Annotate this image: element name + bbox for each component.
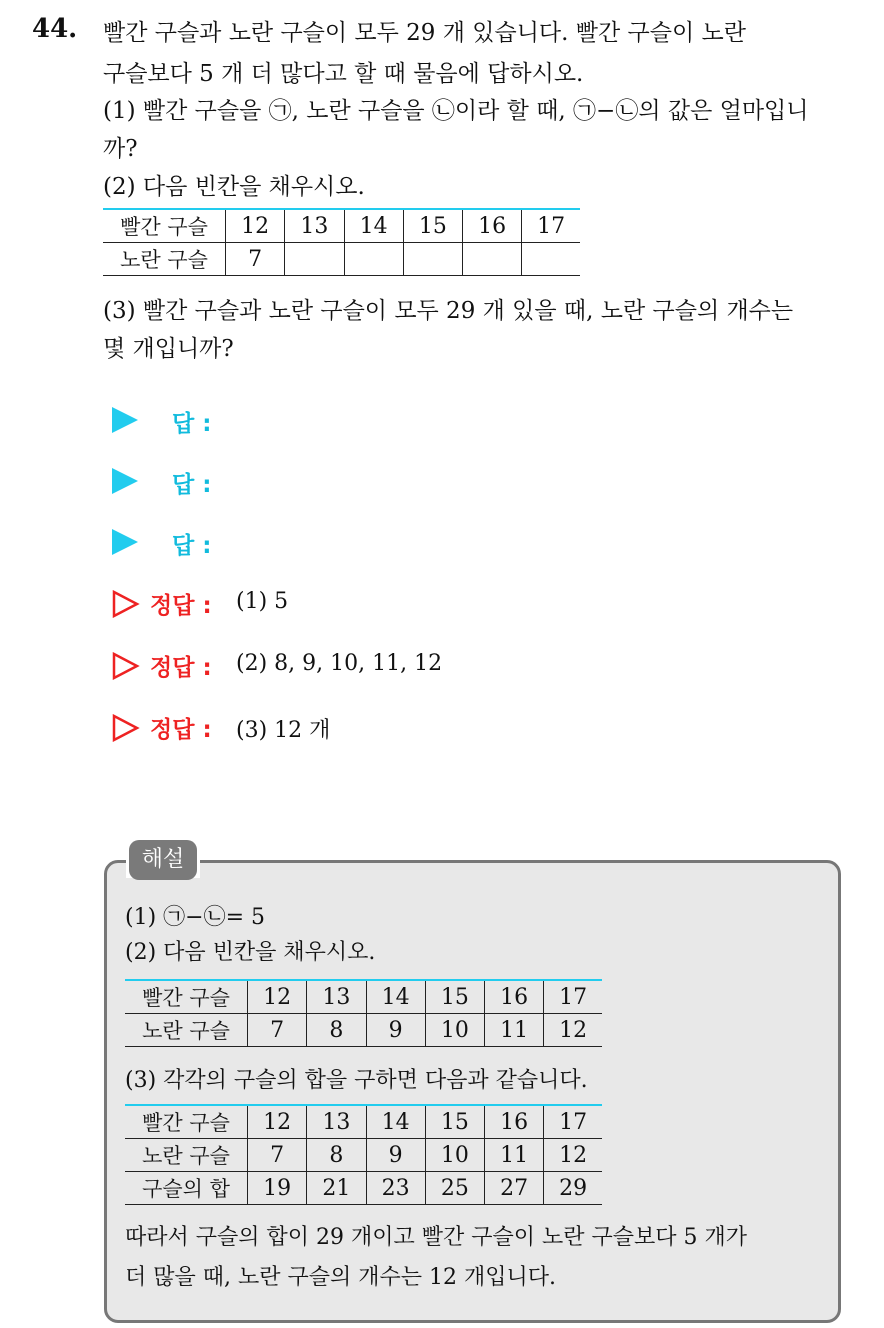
explanation-line-5: 더 많을 때, 노란 구슬의 개수는 12 개입니다. <box>125 1265 556 1290</box>
table-cell: 14 <box>366 1105 425 1139</box>
table-cell: 12 <box>544 1014 602 1047</box>
correct-label: 정답 : <box>150 593 212 619</box>
explanation-line-1: (1) ㉠−㉡= 5 <box>125 905 266 930</box>
explanation-line-2: (2) 다음 빈칸을 채우시오. <box>125 940 376 965</box>
table-cell: 16 <box>463 209 522 243</box>
table-cell: 10 <box>425 1139 484 1172</box>
row-label-red: 빨간 구슬 <box>125 1105 248 1139</box>
table-cell: 9 <box>366 1139 425 1172</box>
answer-label: 답 : <box>172 472 212 498</box>
table-cell: 15 <box>425 1105 484 1139</box>
table-row <box>125 1139 602 1172</box>
table-cell-blank[interactable] <box>463 243 522 276</box>
row-label-red: 빨간 구슬 <box>103 209 226 243</box>
explanation-line-3: (3) 각각의 구슬의 합을 구하면 다음과 같습니다. <box>125 1068 588 1093</box>
table-cell: 21 <box>307 1172 366 1205</box>
table-cell: 11 <box>485 1014 544 1047</box>
answer-label: 답 : <box>172 533 212 559</box>
part3-line-2: 몇 개입니까? <box>103 336 234 362</box>
table-cell: 8 <box>307 1014 366 1047</box>
table-cell: 12 <box>226 209 285 243</box>
table-cell: 8 <box>307 1139 366 1172</box>
part1-line-1: (1) 빨간 구슬을 ㉠, 노란 구슬을 ㉡이라 할 때, ㉠−㉡의 값은 얼마입니 <box>103 98 809 124</box>
question-table <box>103 208 580 276</box>
table-cell: 17 <box>522 209 580 243</box>
play-triangle-icon <box>112 468 138 494</box>
table-row <box>103 243 580 276</box>
table-cell: 11 <box>485 1139 544 1172</box>
table-cell: 29 <box>544 1172 602 1205</box>
correct-value: (1) 5 <box>236 589 289 614</box>
table-row <box>125 1105 602 1139</box>
outline-triangle-icon <box>112 652 140 680</box>
correct-value: (3) 12 개 <box>236 718 331 743</box>
play-triangle-icon <box>112 407 138 433</box>
table-cell: 7 <box>226 243 285 276</box>
explanation-tag: 해설 <box>129 840 197 880</box>
table-cell: 25 <box>425 1172 484 1205</box>
question-number: 44. <box>32 14 78 44</box>
row-label-yellow: 노란 구슬 <box>125 1139 248 1172</box>
table-cell-blank[interactable] <box>285 243 344 276</box>
explanation-table-1 <box>125 979 602 1047</box>
table-row <box>125 1172 602 1205</box>
explanation-table-2 <box>125 1104 602 1205</box>
question-line-1: 빨간 구슬과 노란 구슬이 모두 29 개 있습니다. 빨간 구슬이 노란 <box>103 20 746 46</box>
row-label-yellow: 노란 구슬 <box>103 243 226 276</box>
table-row <box>125 980 602 1014</box>
explanation-line-4: 따라서 구슬의 합이 29 개이고 빨간 구슬이 노란 구슬보다 5 개가 <box>125 1225 747 1250</box>
table-row <box>103 209 580 243</box>
part2-line: (2) 다음 빈칸을 채우시오. <box>103 174 365 200</box>
table-cell-blank[interactable] <box>344 243 403 276</box>
row-label-sum: 구슬의 합 <box>125 1172 248 1205</box>
table-cell: 27 <box>485 1172 544 1205</box>
table-cell: 9 <box>366 1014 425 1047</box>
row-label-yellow: 노란 구슬 <box>125 1014 248 1047</box>
correct-label: 정답 : <box>150 717 212 743</box>
table-cell: 15 <box>425 980 484 1014</box>
table-cell: 14 <box>366 980 425 1014</box>
table-cell: 17 <box>544 980 602 1014</box>
table-cell: 10 <box>425 1014 484 1047</box>
table-cell: 12 <box>544 1139 602 1172</box>
table-cell: 13 <box>307 1105 366 1139</box>
row-label-red: 빨간 구슬 <box>125 980 248 1014</box>
table-cell-blank[interactable] <box>522 243 580 276</box>
table-row <box>125 1014 602 1047</box>
table-cell: 7 <box>248 1014 307 1047</box>
part3-line-1: (3) 빨간 구슬과 노란 구슬이 모두 29 개 있을 때, 노란 구슬의 개수는 <box>103 298 794 324</box>
part1-line-2: 까? <box>103 136 138 162</box>
table-cell: 13 <box>285 209 344 243</box>
answer-label: 답 : <box>172 411 212 437</box>
table-cell: 14 <box>344 209 403 243</box>
table-cell: 23 <box>366 1172 425 1205</box>
table-cell: 12 <box>248 1105 307 1139</box>
correct-label: 정답 : <box>150 655 212 681</box>
table-cell: 7 <box>248 1139 307 1172</box>
table-cell: 15 <box>403 209 462 243</box>
outline-triangle-icon <box>112 590 140 618</box>
table-cell: 19 <box>248 1172 307 1205</box>
correct-value: (2) 8, 9, 10, 11, 12 <box>236 651 443 676</box>
outline-triangle-icon <box>112 714 140 742</box>
table-cell: 12 <box>248 980 307 1014</box>
play-triangle-icon <box>112 529 138 555</box>
question-line-2: 구슬보다 5 개 더 많다고 할 때 물음에 답하시오. <box>103 61 584 87</box>
table-cell-blank[interactable] <box>403 243 462 276</box>
table-cell: 16 <box>485 980 544 1014</box>
table-cell: 13 <box>307 980 366 1014</box>
table-cell: 16 <box>485 1105 544 1139</box>
table-cell: 17 <box>544 1105 602 1139</box>
